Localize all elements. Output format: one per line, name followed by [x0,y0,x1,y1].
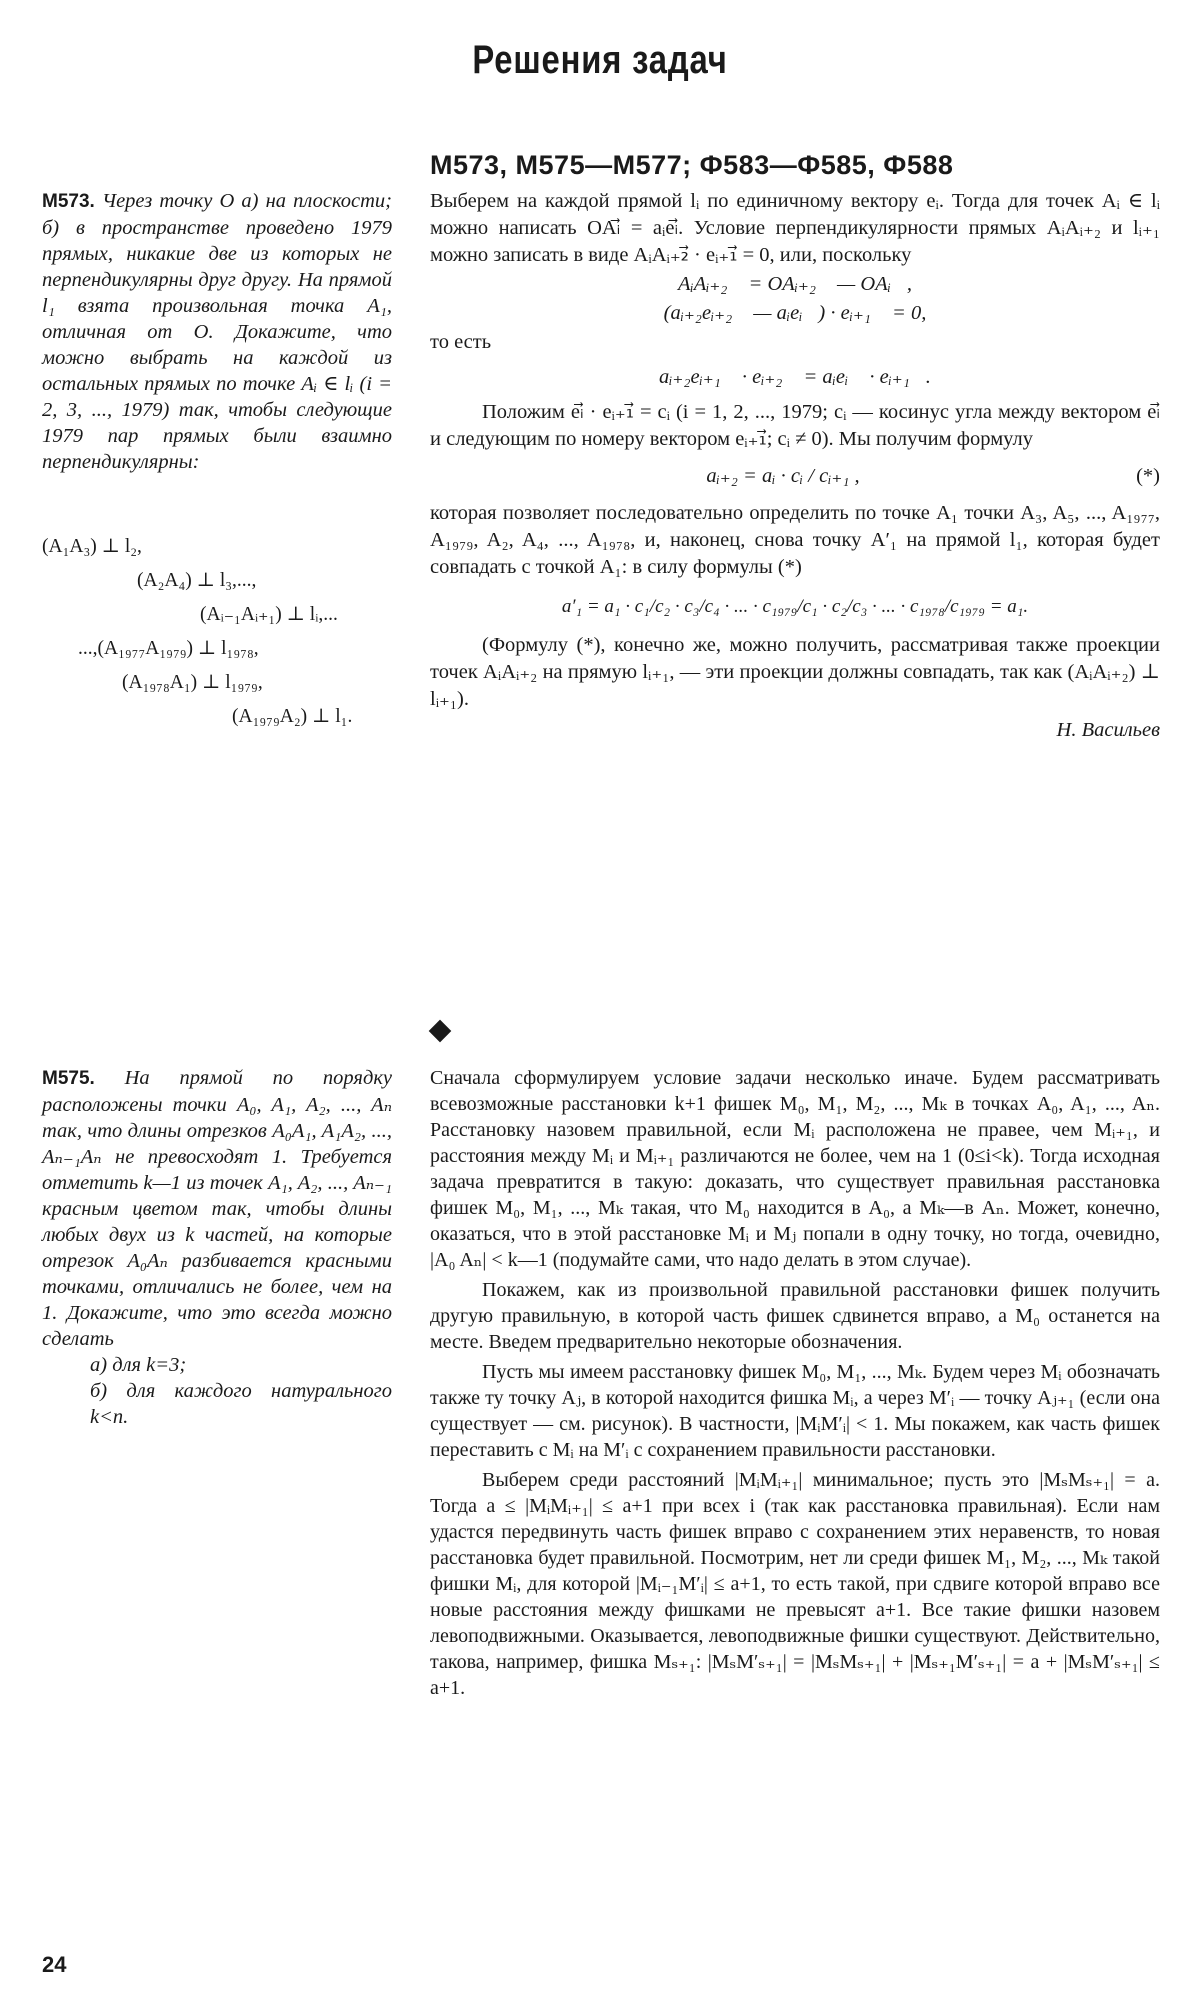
m573-eq4-label: (*) [1136,465,1160,487]
condition-line: (Aᵢ₋₁Aᵢ₊₁) ⊥ lᵢ,... [200,604,338,625]
condition-line: (A₂A₄) ⊥ l₃,..., [137,570,257,591]
m575-sol-p1: Сначала сформулируем условие задачи несколько иначе. Будем рассматривать всевозможные расстановки k+1 фишек M₀, M₁, M₂, ..., Mₖ в точках A₀, A₁, ..., Aₙ. Расстановку назовем правильной, если Mᵢ расположена не правее, чем Mᵢ₊₁, и расстояния между Mᵢ и Mᵢ₊₁ различаются не более, чем на 1 (0≤i<k). Тогда исходная задача превратится в такую: доказать, что существует правильная расстановка фишек M₀, M₁, ..., Mₖ такая, что M₀ находится в A₀, а Mₖ—в Aₙ. Может, конечно, оказаться, что в этой расстановке Mᵢ и Mⱼ попали в одну точку, но тогда, очевидно, |A₀ Aₙ| < k—1 (подумайте сами, что надо делать в этом случае). [430,1067,1160,1271]
m573-number: М573. [42,191,95,212]
m573-sol-p1: Выберем на каждой прямой lᵢ по единичному вектору eᵢ. Тогда для точек Aᵢ ∈ lᵢ можно написать OAᵢ⃗ = aᵢeᵢ⃗. Условие перпендикулярности прямых AᵢAᵢ₊₂ и lᵢ₊₁ можно записать в виде AᵢAᵢ₊₂⃗ · eᵢ₊₁⃗ = 0, или, поскольку [430,190,1160,266]
condition-line: (A₁A₃) ⊥ l₂, [42,536,142,557]
m573-eq1: AᵢAᵢ₊₂⃗ = OAᵢ₊₂⃗ — OAᵢ⃗, [677,273,913,295]
condition-line: ...,(A₁₉₇₇A₁₉₇₉) ⊥ l₁₉₇₈, [78,638,259,659]
m573-sol-p4: (Формулу (*), конечно же, можно получить, рассматривая также проекции точек AᵢAᵢ₊₂ на прямую lᵢ₊₁, — эти проекции должны совпадать, так как (AᵢAᵢ₊₂) ⊥ lᵢ₊₁). [430,634,1160,710]
m573-sol-p3: которая позволяет последовательно определить по точке A₁ точки A₃, A₅, ..., A₁₉₇₇, A₁₉₇₉, A₂, A₄, ..., A₁₉₇₈, и, наконец, снова точку A′₁ на прямой l₁, которая будет совпадать с точкой A₁: в силу формулы (*) [430,502,1160,578]
m575-sol-p2: Покажем, как из произвольной правильной расстановки фишек получить другую правильную, в которой часть фишек сдвинется вправо, а M₀ останется на месте. Введем предварительно некоторые обозначения. [430,1279,1160,1353]
m573-eq4: aᵢ₊₂ = aᵢ · cᵢ / cᵢ₊₁ , [706,465,860,487]
m573-sol-then: то есть [430,331,492,353]
m573-eq2: (aᵢ₊₂eᵢ₊₂⃗ — aᵢeᵢ⃗) · eᵢ₊₁⃗ = 0, [663,302,927,324]
m575-statement: На прямой по порядку расположены точки A₀, A₁, A₂, ..., Aₙ так, что длины отрезков A₀A₁, A₁A₂, ..., Aₙ₋₁Aₙ не превосходят 1. Требуется отметить k—1 из точек A₁, A₂, ..., Aₙ₋₁ красным цветом так, чтобы длины любых двух из k частей, на которые отрезок A₀Aₙ разбивается красными точками, отличались не более, чем на 1. Докажите, что это всегда можно сделать [42,1067,393,1350]
m573-author: Н. Васильев [1056,719,1160,741]
section-separator-diamond [429,1020,452,1043]
m573-eq5: a′₁ = a₁ · c₁/c₂ · c₃/c₄ · ... · c₁₉₇₉/c₁ · c₂/c₃ · ... · c₁₉₇₈/c₁₉₇₉ = a₁. [561,596,1029,617]
page-title: Решения задач [472,38,728,82]
m573-statement: Через точку O а) на плоскости; б) в пространстве проведено 1979 прямых, никакие две из которых не перпендикулярны друг другу. На прямой l₁ взята произвольная точка A₁, отличная от O. Докажите, что можно выбрать на каждой из остальных прямых по точке Aᵢ ∈ lᵢ (i = 2, 3, ..., 1979) так, чтобы следующие 1979 пар прямых были взаимно перпендикулярны: [42,190,393,473]
section-heading: М573, М575—М577; Ф583—Ф585, Ф588 [430,150,954,180]
condition-line: (A₁₉₇₈A₁) ⊥ l₁₉₇₉, [122,672,263,693]
m575-statement-block [42,1065,392,1430]
m573-conditions [42,530,392,734]
m573-statement-block [42,188,392,475]
page-number: 24 [42,1952,67,1977]
m575-sol-p4: Выберем среди расстояний |MᵢMᵢ₊₁| минимальное; пусть это |MₛMₛ₊₁| = a. Тогда a ≤ |MᵢMᵢ₊₁| ≤ a+1 при всех i (так как расстановка правильная). Если нам удастся передвинуть часть фишек вправо с сохранением этих неравенств, то новая расстановка будет правильной. Посмотрим, нет ли среди фишек M₁, M₂, ..., Mₖ такой фишки Mᵢ, для которой |Mᵢ₋₁M′ᵢ| ≤ a+1, то есть такой, при сдвиге которой вправо все новые расстояния между фишками не превысят a+1. Все такие фишки назовем левоподвижными. Оказывается, левоподвижные фишки существуют. Действительно, такова, например, фишка Mₛ₊₁: |MₛM′ₛ₊₁| = |MₛMₛ₊₁| + |Mₛ₊₁M′ₛ₊₁| = a + |MₛM′ₛ₊₁| ≤ a+1. [430,1469,1160,1699]
m573-sol-p2: Положим eᵢ⃗ · eᵢ₊₁⃗ = cᵢ (i = 1, 2, ..., 1979; cᵢ — косинус угла между вектором eᵢ⃗ и следующим по номеру вектором eᵢ₊₁⃗; cᵢ ≠ 0). Мы получим формулу [430,401,1160,450]
m575-sol-p3: Пусть мы имеем расстановку фишек M₀, M₁, ..., Mₖ. Будем через Mᵢ обозначать также ту точку Aⱼ, в которой находится фишка Mᵢ, а через M′ᵢ — точку Aⱼ₊₁ (если она существует — см. рисунок). В частности, |MᵢM′ᵢ| < 1. Мы покажем, как часть фишек переставить с Mᵢ на M′ᵢ с сохранением правильности расстановки. [430,1361,1160,1461]
m575-item-b: б) для каждого натурального k<n. [90,1380,392,1428]
m573-eq4-row [430,463,1160,490]
condition-line: (A₁₉₇₉A₂) ⊥ l₁. [232,706,353,727]
m573-eq3: aᵢ₊₂eᵢ₊₁⃗ · eᵢ₊₂⃗ = aᵢeᵢ⃗ · eᵢ₊₁⃗. [659,366,931,388]
m575-number: М575. [42,1068,95,1089]
m573-solution [430,188,1160,744]
m575-item-a: а) для k=3; [90,1354,187,1376]
m575-solution [430,1065,1160,1701]
